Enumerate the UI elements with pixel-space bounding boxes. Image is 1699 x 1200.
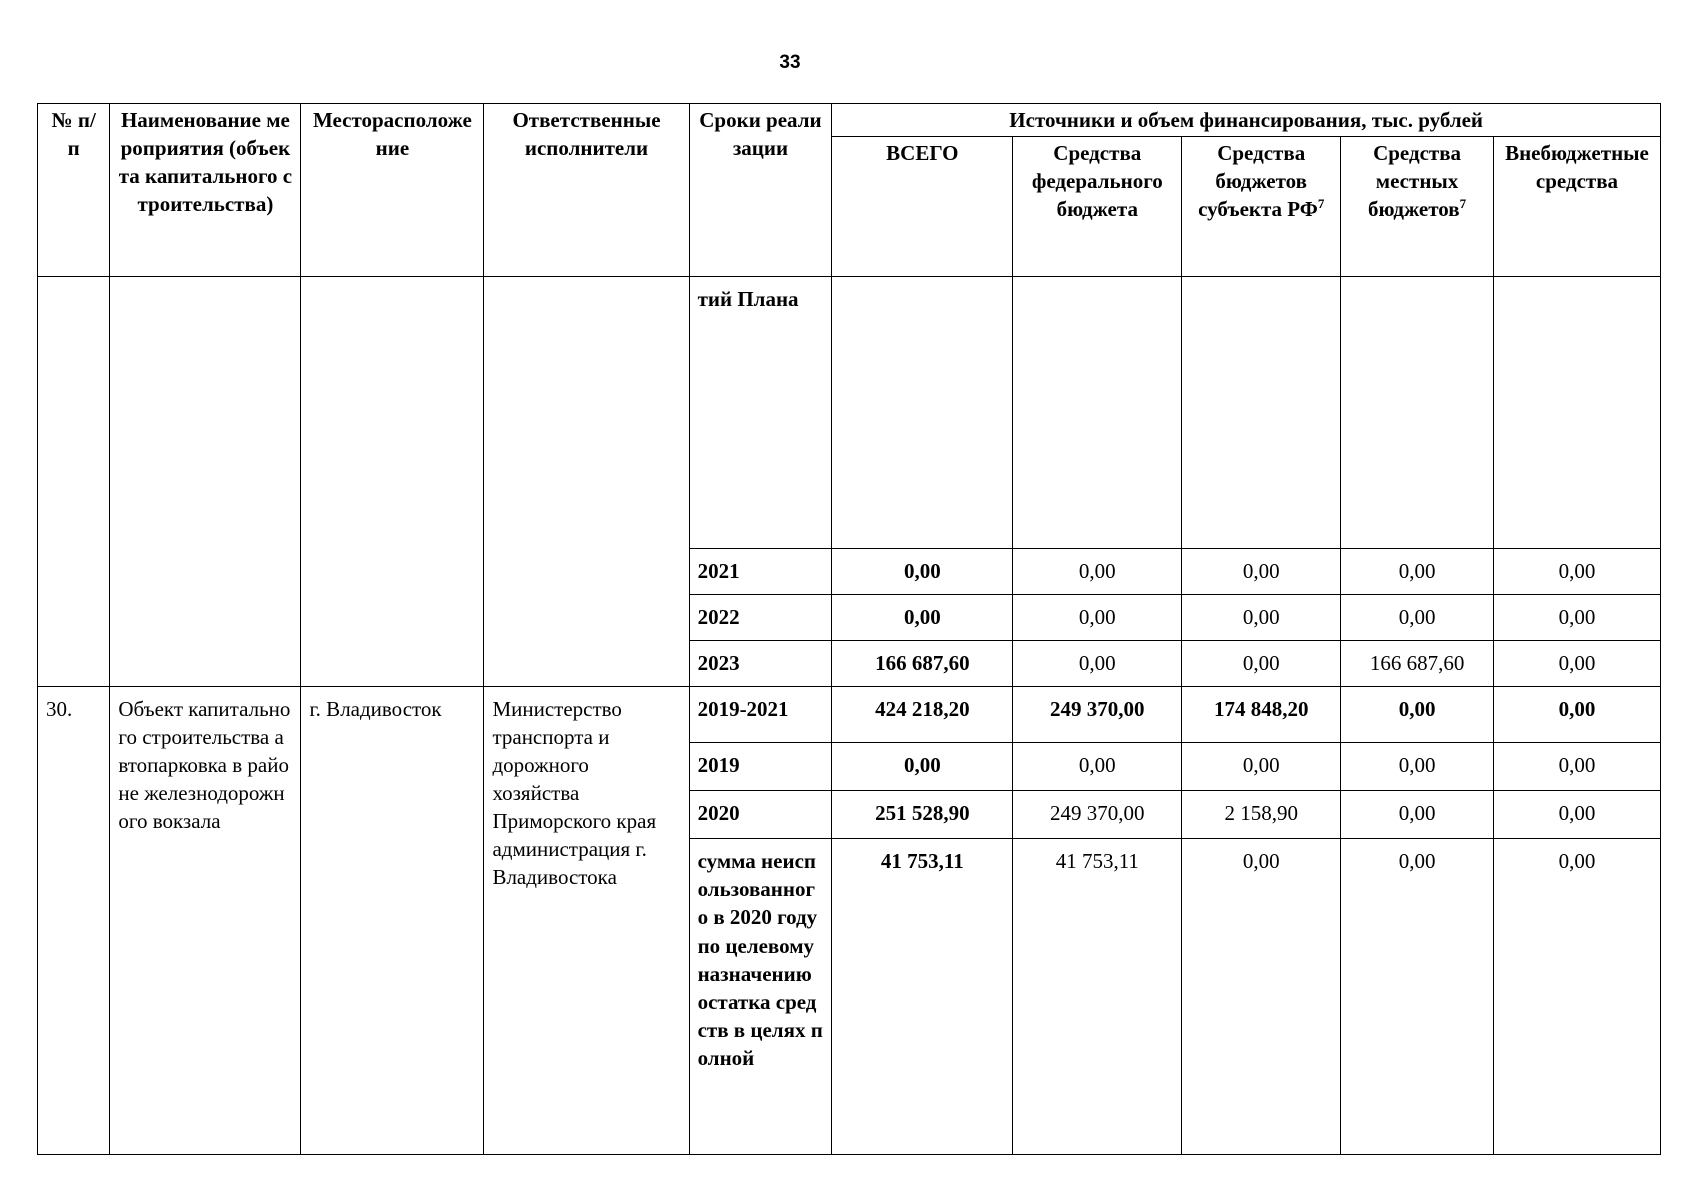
term-year: 2023 (689, 641, 832, 687)
value-total: 424 218,20 (832, 687, 1013, 743)
value-subject: 0,00 (1182, 595, 1341, 641)
value-subject: 174 848,20 (1182, 687, 1341, 743)
cont-num-cell (38, 277, 110, 687)
value-subject: 0,00 (1182, 549, 1341, 595)
cont-term-text: тий Плана (689, 277, 832, 549)
value-federal: 249 370,00 (1013, 687, 1182, 743)
value-federal: 0,00 (1013, 595, 1182, 641)
value-total: 0,00 (832, 743, 1013, 791)
value-extra: 0,00 (1493, 549, 1660, 595)
cont-name-cell (110, 277, 301, 687)
table-row (38, 687, 1661, 743)
header-location: Месторасположение (301, 104, 484, 277)
header-local (1341, 137, 1494, 277)
value-local: 0,00 (1341, 549, 1494, 595)
value-federal: 0,00 (1013, 549, 1182, 595)
empty-cell (1493, 277, 1660, 549)
cont-responsible-cell (484, 277, 689, 687)
empty-cell (1341, 277, 1494, 549)
value-subject: 2 158,90 (1182, 791, 1341, 839)
value-local: 0,00 (1341, 791, 1494, 839)
value-subject: 0,00 (1182, 641, 1341, 687)
header-responsible: Ответственные исполнители (484, 104, 689, 277)
value-local: 166 687,60 (1341, 641, 1494, 687)
value-total: 41 753,11 (832, 839, 1013, 1155)
empty-cell (1013, 277, 1182, 549)
value-extra: 0,00 (1493, 641, 1660, 687)
footnote-mark: 7 (1459, 196, 1467, 211)
value-extra: 0,00 (1493, 791, 1660, 839)
header-num: № п/п (38, 104, 110, 277)
term-year: 2020 (689, 791, 832, 839)
value-local: 0,00 (1341, 839, 1494, 1155)
header-name: Наименование мероприятия (объекта капитального строительства) (110, 104, 301, 277)
header-subject-label: Средства бюджетов субъекта РФ (1198, 141, 1318, 221)
value-federal: 0,00 (1013, 641, 1182, 687)
value-federal: 0,00 (1013, 743, 1182, 791)
item-name: Объект капитального строительства автопарковка в районе железнодорожного вокзала (110, 687, 301, 1155)
value-federal: 41 753,11 (1013, 839, 1182, 1155)
header-federal: Средства федерального бюджета (1013, 137, 1182, 277)
term-year: 2019-2021 (689, 687, 832, 743)
value-local: 0,00 (1341, 687, 1494, 743)
value-subject: 0,00 (1182, 839, 1341, 1155)
footnote-mark: 7 (1317, 196, 1325, 211)
value-extra: 0,00 (1493, 743, 1660, 791)
page-number: 33 (779, 52, 801, 73)
table-row (38, 277, 1661, 549)
empty-cell (1182, 277, 1341, 549)
term-year: 2021 (689, 549, 832, 595)
header-local-label: Средства местных бюджетов (1368, 141, 1462, 221)
item-location: г. Владивосток (301, 687, 484, 1155)
value-total: 0,00 (832, 595, 1013, 641)
cont-location-cell (301, 277, 484, 687)
value-total: 166 687,60 (832, 641, 1013, 687)
header-funding-group: Источники и объем финансирования, тыс. рублей (832, 104, 1661, 137)
item-number: 30. (38, 687, 110, 1155)
value-extra: 0,00 (1493, 687, 1660, 743)
value-local: 0,00 (1341, 595, 1494, 641)
value-federal: 249 370,00 (1013, 791, 1182, 839)
term-year: 2022 (689, 595, 832, 641)
header-extra: Внебюджетные средства (1493, 137, 1660, 277)
term-unused-balance: сумма неиспользованного в 2020 году по целевому назначению остатка средств в целях полной (689, 839, 832, 1155)
value-total: 0,00 (832, 549, 1013, 595)
value-extra: 0,00 (1493, 595, 1660, 641)
value-extra: 0,00 (1493, 839, 1660, 1155)
financing-table (37, 103, 1661, 1155)
value-subject: 0,00 (1182, 743, 1341, 791)
term-year: 2019 (689, 743, 832, 791)
header-terms: Сроки реализации (689, 104, 832, 277)
header-subject (1182, 137, 1341, 277)
header-total: ВСЕГО (832, 137, 1013, 277)
item-responsible: Министерство транспорта и дорожного хозяйства Приморского края администрация г. Владивостока (484, 687, 689, 1155)
value-total: 251 528,90 (832, 791, 1013, 839)
empty-cell (832, 277, 1013, 549)
value-local: 0,00 (1341, 743, 1494, 791)
